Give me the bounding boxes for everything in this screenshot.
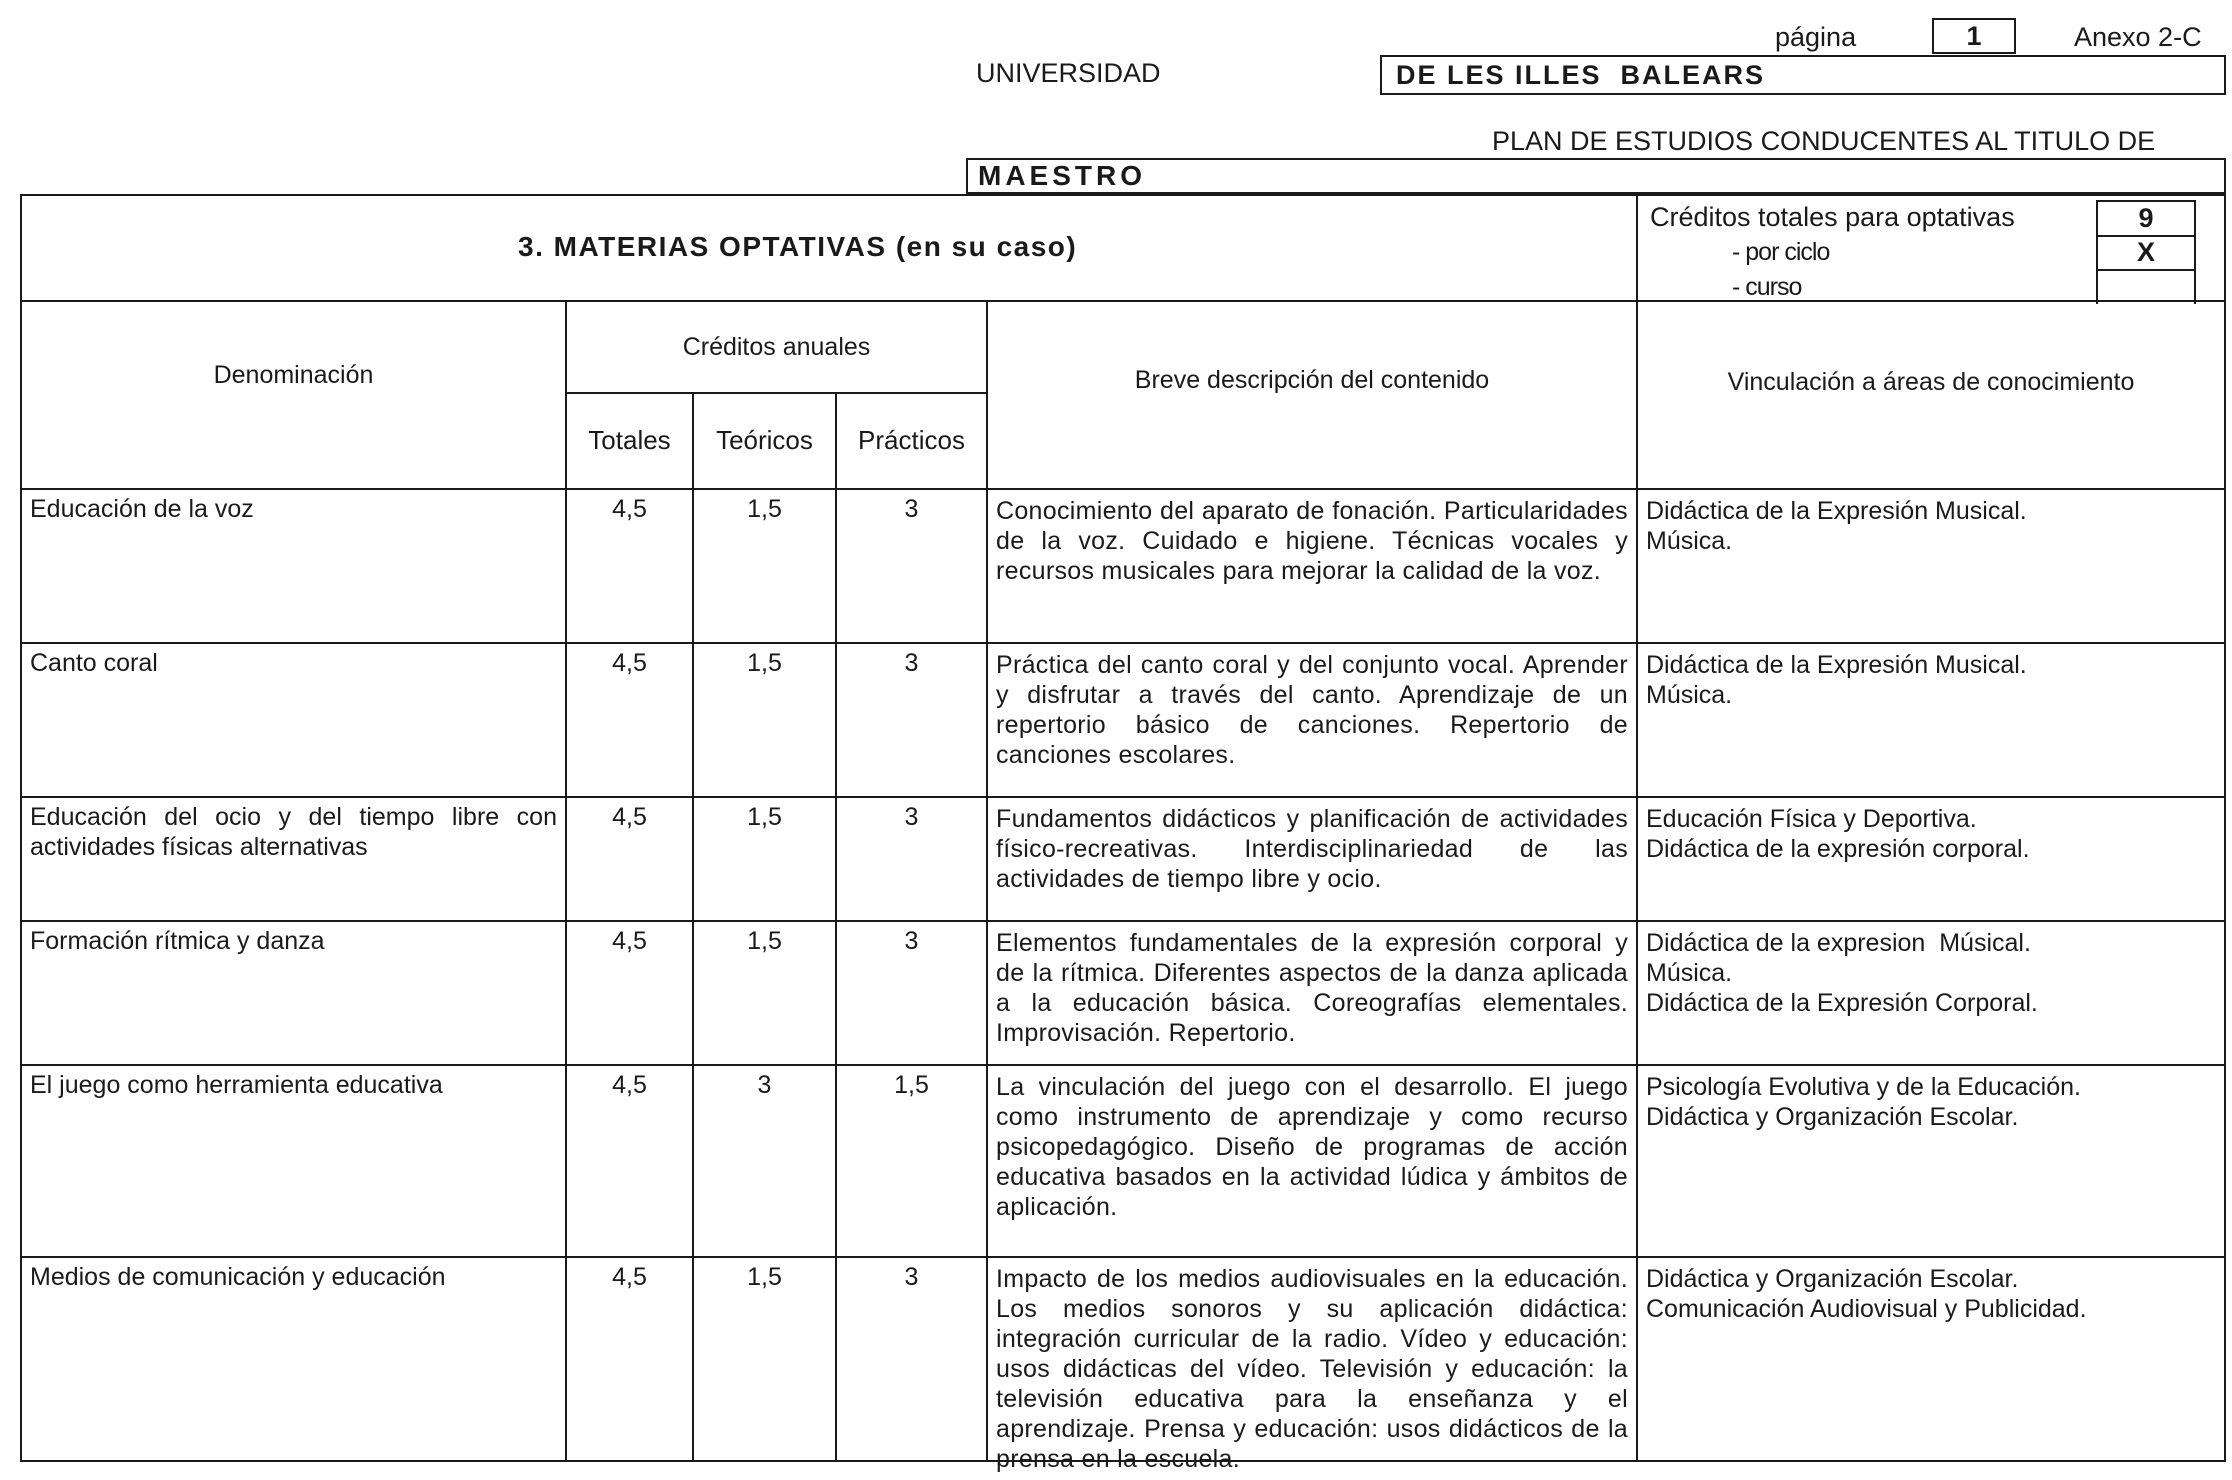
row-practicos: 3 — [904, 649, 919, 677]
row-vinculacion-line: Comunicación Audiovisual y Publicidad. — [1646, 1295, 2087, 1323]
row-practicos: 3 — [904, 803, 919, 831]
row-practicos: 3 — [904, 1263, 919, 1291]
row-vinculacion-line: Educación Física y Deportiva. — [1646, 805, 1977, 833]
row-descripcion: Práctica del canto coral y del conjunto vocal. Aprender y disfrutar a través del canto. Aprendizaje de un repertorio básico de canciones. Repertorio de canciones escolares. — [996, 651, 1628, 769]
anexo-label: Anexo 2-C — [2074, 22, 2202, 52]
row-vinculacion-line: Didáctica de la expresión corporal. — [1646, 835, 2030, 863]
row-vinculacion-line: Didáctica de la Expresión Musical. — [1646, 651, 2027, 679]
col-descripcion: Breve descripción del contenido — [1134, 366, 1490, 394]
row-teoricos: 1,5 — [747, 803, 782, 831]
row-descripcion: La vinculación del juego con el desarrollo. El juego como instrumento de aprendizaje y como recurso psicopedagógico. Diseño de programas de acción educativa basados en la actividad lúdica y ámbitos de aplicación. — [996, 1073, 1628, 1221]
col-totales: Totales — [588, 425, 671, 455]
row-vinculacion-line: Música. — [1646, 959, 1733, 987]
col-denominacion: Denominación — [213, 361, 374, 389]
creditos-totales-value: 9 — [2138, 203, 2154, 233]
row-totales: 4,5 — [612, 927, 647, 955]
row-vinculacion-line: Música. — [1646, 681, 1733, 709]
row-descripcion: Impacto de los medios audiovisuales en la educación. Los medios sonoros y su aplicación didáctica: integración curricular de la radio. Vídeo y educación: usos didácticas del vídeo. Televisión y educación: la televisión educativa para la enseñanza y el aprendizaje. Prensa y educación: usos didácticos de la prensa en la escuela. — [996, 1265, 1628, 1473]
titulo-value: MAESTRO — [966, 158, 2226, 194]
por-ciclo-value: X — [2136, 237, 2155, 267]
row-vinculacion-line: Psicología Evolutiva y de la Educación. — [1646, 1073, 2081, 1101]
row-teoricos: 1,5 — [747, 1263, 782, 1291]
row-teoricos: 1,5 — [747, 649, 782, 677]
col-practicos: Prácticos — [858, 425, 965, 455]
row-vinculacion-line: Música. — [1646, 527, 1733, 555]
row-practicos: 3 — [904, 495, 919, 523]
row-practicos: 1,5 — [894, 1071, 929, 1099]
row-practicos: 3 — [904, 927, 919, 955]
row-denominacion: El juego como herramienta educativa — [30, 1071, 443, 1099]
row-denominacion: Educación del ocio y del tiempo libre con actividades físicas alternativas — [30, 803, 557, 861]
row-teoricos: 3 — [757, 1071, 772, 1099]
row-descripcion: Elementos fundamentales de la expresión corporal y de la rítmica. Diferentes aspectos de la danza aplicada a la educación básica. Coreografías elementales. Improvisación. Repertorio. — [996, 929, 1628, 1047]
creditos-totales-label: Créditos totales para optativas — [1650, 202, 2015, 232]
row-totales: 4,5 — [612, 1263, 647, 1291]
universidad-value: DE LES ILLES BALEARS — [1380, 55, 2226, 95]
pagina-number: 1 — [1932, 18, 2016, 54]
por-ciclo-label: - por ciclo — [1732, 238, 1830, 266]
row-denominacion: Educación de la voz — [30, 495, 254, 523]
row-totales: 4,5 — [612, 1071, 647, 1099]
row-totales: 4,5 — [612, 495, 647, 523]
row-descripcion: Conocimiento del aparato de fonación. Particularidades de la voz. Cuidado e higiene. Técnicas vocales y recursos musicales para mejorar la calidad de la voz. — [996, 497, 1628, 585]
section-title: 3. MATERIAS OPTATIVAS (en su caso) — [518, 231, 1078, 262]
row-totales: 4,5 — [612, 803, 647, 831]
row-descripcion: Fundamentos didácticos y planificación de actividades físico-recreativas. Interdisciplinariedad de las actividades de tiempo libre y ocio. — [996, 805, 1628, 893]
row-totales: 4,5 — [612, 649, 647, 677]
row-vinculacion-line: Didáctica y Organización Escolar. — [1646, 1103, 2019, 1131]
row-vinculacion-line: Didáctica de la Expresión Musical. — [1646, 497, 2027, 525]
col-creditos-anuales: Créditos anuales — [682, 333, 871, 361]
curso-label: - curso — [1732, 273, 1802, 301]
pagina-label: página — [1775, 22, 1857, 52]
row-teoricos: 1,5 — [747, 927, 782, 955]
row-vinculacion-line: Didáctica de la expresion Músical. — [1646, 929, 2031, 957]
row-denominacion: Canto coral — [30, 649, 158, 677]
universidad-label: UNIVERSIDAD — [976, 58, 1161, 88]
col-teoricos: Teóricos — [716, 425, 813, 455]
row-vinculacion-line: Didáctica de la Expresión Corporal. — [1646, 989, 2038, 1017]
col-vinculacion: Vinculación a áreas de conocimiento — [1727, 368, 2135, 396]
plan-label: PLAN DE ESTUDIOS CONDUCENTES AL TITULO DE — [1492, 126, 2156, 156]
row-teoricos: 1,5 — [747, 495, 782, 523]
row-denominacion: Medios de comunicación y educación — [30, 1263, 446, 1291]
row-denominacion: Formación rítmica y danza — [30, 927, 325, 955]
row-vinculacion-line: Didáctica y Organización Escolar. — [1646, 1265, 2019, 1293]
